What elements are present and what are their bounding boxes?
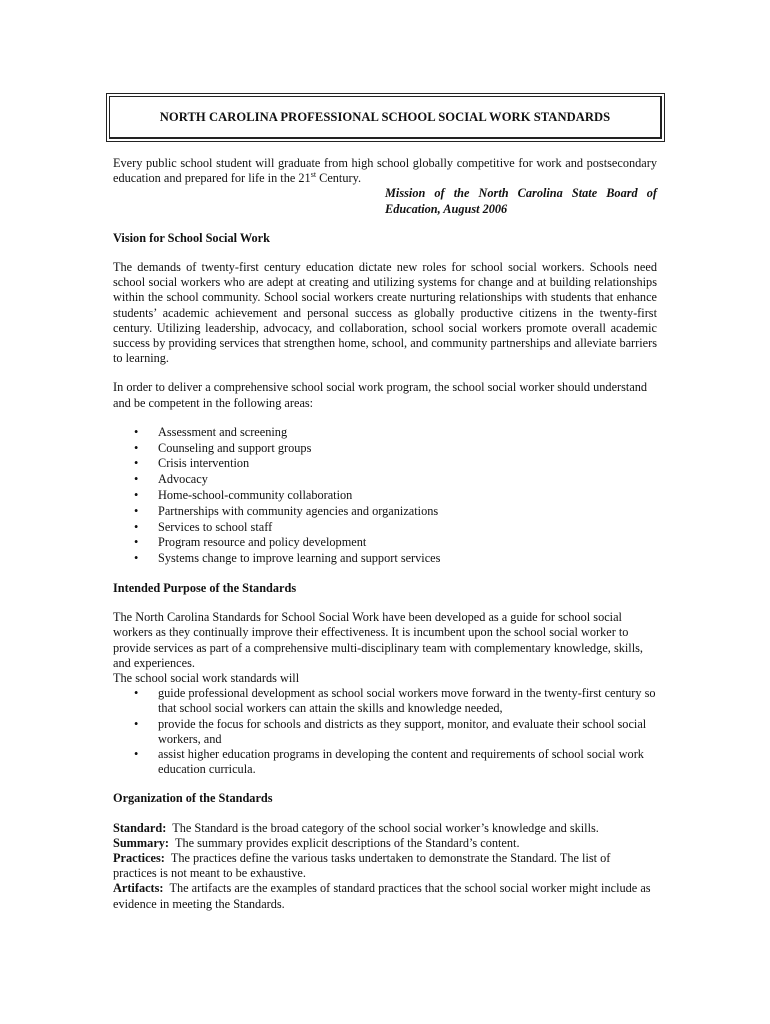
purpose-paragraph: The North Carolina Standards for School Social Work have been developed as a guide for school social workers as they continually improve their effectiveness. It is incumbent upon the school social worker to provide services as part of a comprehensive multi-disciplinary team with complementary knowledge, skills, and experiences. (113, 610, 643, 670)
list-item: • Home-school-community collaboration (113, 488, 657, 504)
list-item: • Crisis intervention (113, 456, 657, 472)
vision-paragraph: The demands of twenty-first century education dictate new roles for school social workers. Schools need school social workers who are adept at creating and utilizing systems for change and at building relationships within the school community. School social workers create nurturing relationships with students that enhance students’ academic achievement and personal success as globally productive citizens in the twenty-first century. Utilizing leadership, advocacy, and collaboration, school social workers promote overall academic success by providing services that strengthen home, school, and community partnerships and alleviate barriers to learning. (113, 260, 657, 366)
list-item: • Assessment and screening (113, 425, 657, 441)
purpose-list (113, 686, 657, 777)
definition-text: The summary provides explicit descriptions of the Standard’s content. (169, 835, 520, 850)
intro-statement (113, 156, 657, 186)
intro-text: Every public school student will graduate from high school globally competitive for work and postsecondary education and prepared for life in the 21 (113, 156, 657, 186)
intro-text-end: Century. (316, 171, 362, 186)
definition-summary (113, 836, 657, 851)
intro-superscript: st (310, 170, 317, 180)
purpose-heading: Intended Purpose of the Standards (113, 581, 297, 596)
definition-term: Summary: (113, 835, 170, 850)
list-item: • Services to school staff (113, 520, 657, 536)
definition-practices (113, 851, 657, 881)
definition-term: Artifacts: (113, 881, 164, 896)
vision-heading: Vision for School Social Work (113, 230, 270, 245)
list-item: • guide professional development as school social workers move forward in the twenty-first century so that school social workers can attain the skills and knowledge needed, (113, 686, 657, 716)
purpose-list-intro: The school social work standards will (113, 671, 300, 686)
list-item: • Systems change to improve learning and support services (113, 551, 657, 567)
list-item: • assist higher education programs in developing the content and requirements of school social work education curricula. (113, 747, 657, 777)
competency-areas-list (113, 425, 657, 567)
definition-artifacts (113, 881, 657, 911)
mission-attribution-line2: Education, August 2006 (385, 201, 508, 216)
title-box (106, 93, 665, 142)
organization-heading: Organization of the Standards (113, 791, 273, 806)
definition-text: The practices define the various tasks undertaken to demonstrate the Standard. The list of practices is not meant to be exhaustive. (113, 851, 614, 881)
list-item: • Program resource and policy development (113, 535, 657, 551)
definition-term: Standard: (113, 820, 167, 835)
list-item: • Advocacy (113, 472, 657, 488)
list-item: • provide the focus for schools and districts as they support, monitor, and evaluate their school social workers, and (113, 717, 657, 747)
document-title: NORTH CAROLINA PROFESSIONAL SCHOOL SOCIAL WORK STANDARDS (159, 109, 611, 124)
areas-intro: In order to deliver a comprehensive school social work program, the school social worker should understand and be competent in the following areas: (113, 380, 648, 410)
list-item: • Counseling and support groups (113, 441, 657, 457)
document-body (113, 156, 657, 912)
mission-attribution-line1: Mission of the North Carolina State Board of (385, 186, 657, 201)
definition-text: The Standard is the broad category of the school social worker’s knowledge and skills. (166, 820, 599, 835)
definition-standard (113, 821, 657, 836)
title-box-inner-border (109, 96, 662, 139)
definition-text: The artifacts are the examples of standard practices that the school social worker might include as evidence in meeting the Standards. (113, 881, 654, 911)
definition-term: Practices: (113, 851, 165, 866)
list-item: • Partnerships with community agencies and organizations (113, 504, 657, 520)
mission-attribution (385, 186, 657, 216)
